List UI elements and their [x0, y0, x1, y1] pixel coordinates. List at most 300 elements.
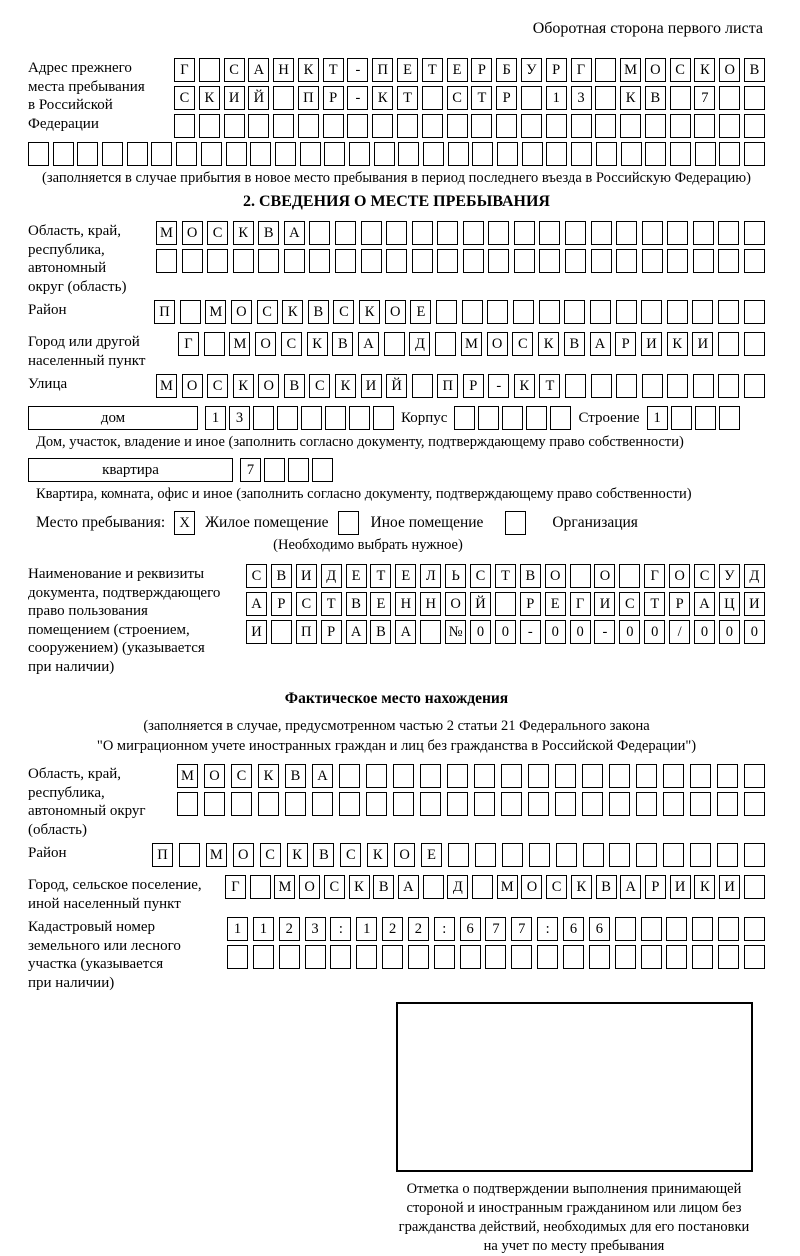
char-box[interactable]: С: [224, 58, 245, 82]
char-box[interactable]: Н: [395, 592, 416, 616]
char-box[interactable]: 7: [511, 917, 532, 941]
char-box[interactable]: [609, 843, 630, 867]
char-box[interactable]: [667, 249, 688, 273]
char-box[interactable]: Д: [321, 564, 342, 588]
char-box[interactable]: [565, 249, 586, 273]
char-box[interactable]: [382, 945, 403, 969]
char-box[interactable]: И: [744, 592, 765, 616]
char-box[interactable]: Д: [409, 332, 430, 356]
char-box[interactable]: В: [370, 620, 391, 644]
char-box[interactable]: -: [347, 86, 368, 110]
char-box[interactable]: [719, 114, 740, 138]
char-box[interactable]: Р: [645, 875, 666, 899]
char-box[interactable]: П: [372, 58, 393, 82]
char-box[interactable]: В: [564, 332, 585, 356]
char-box[interactable]: А: [246, 592, 267, 616]
char-box[interactable]: А: [620, 875, 641, 899]
char-box[interactable]: В: [284, 374, 305, 398]
char-box[interactable]: А: [346, 620, 367, 644]
char-box[interactable]: [718, 917, 739, 941]
char-box[interactable]: [636, 843, 657, 867]
char-box[interactable]: [224, 114, 245, 138]
char-box[interactable]: [349, 406, 370, 430]
char-box[interactable]: [636, 764, 657, 788]
char-box[interactable]: [325, 406, 346, 430]
char-box[interactable]: [393, 792, 414, 816]
char-box[interactable]: [692, 300, 713, 324]
char-box[interactable]: [744, 142, 765, 166]
char-box[interactable]: [556, 843, 577, 867]
char-box[interactable]: [609, 764, 630, 788]
char-box[interactable]: П: [152, 843, 173, 867]
char-box[interactable]: [435, 332, 456, 356]
char-box[interactable]: О: [669, 564, 690, 588]
char-box[interactable]: И: [641, 332, 662, 356]
char-box[interactable]: [502, 843, 523, 867]
char-box[interactable]: Р: [669, 592, 690, 616]
char-box[interactable]: [550, 406, 571, 430]
char-box[interactable]: 0: [570, 620, 591, 644]
char-box[interactable]: [366, 764, 387, 788]
char-box[interactable]: [670, 86, 691, 110]
char-box[interactable]: [373, 406, 394, 430]
char-box[interactable]: 1: [253, 917, 274, 941]
char-box[interactable]: О: [394, 843, 415, 867]
char-box[interactable]: К: [282, 300, 303, 324]
char-box[interactable]: Р: [323, 86, 344, 110]
char-box[interactable]: [447, 792, 468, 816]
char-box[interactable]: [719, 86, 740, 110]
char-box[interactable]: [497, 142, 518, 166]
char-box[interactable]: Е: [545, 592, 566, 616]
char-box[interactable]: [571, 142, 592, 166]
char-box[interactable]: Т: [370, 564, 391, 588]
char-box[interactable]: Р: [471, 58, 492, 82]
char-box[interactable]: В: [332, 332, 353, 356]
char-box[interactable]: М: [156, 374, 177, 398]
char-box[interactable]: А: [284, 221, 305, 245]
char-box[interactable]: [521, 86, 542, 110]
char-box[interactable]: [248, 114, 269, 138]
char-box[interactable]: С: [281, 332, 302, 356]
char-box[interactable]: [448, 142, 469, 166]
char-box[interactable]: Г: [571, 58, 592, 82]
char-box[interactable]: №: [445, 620, 466, 644]
char-box[interactable]: [502, 406, 523, 430]
char-box[interactable]: [233, 249, 254, 273]
char-box[interactable]: [423, 142, 444, 166]
char-box[interactable]: Г: [644, 564, 665, 588]
char-box[interactable]: В: [744, 58, 765, 82]
char-box[interactable]: [335, 249, 356, 273]
char-box[interactable]: В: [373, 875, 394, 899]
char-box[interactable]: 7: [694, 86, 715, 110]
char-box[interactable]: С: [246, 564, 267, 588]
char-box[interactable]: [513, 300, 534, 324]
char-box[interactable]: [616, 300, 637, 324]
char-box[interactable]: С: [207, 374, 228, 398]
char-box[interactable]: О: [182, 221, 203, 245]
char-box[interactable]: С: [340, 843, 361, 867]
char-box[interactable]: П: [296, 620, 317, 644]
char-box[interactable]: [563, 945, 584, 969]
char-box[interactable]: [393, 764, 414, 788]
char-box[interactable]: [615, 945, 636, 969]
char-box[interactable]: [717, 792, 738, 816]
char-box[interactable]: [201, 142, 222, 166]
char-box[interactable]: 3: [229, 406, 250, 430]
char-box[interactable]: [671, 406, 692, 430]
char-box[interactable]: [583, 843, 604, 867]
char-box[interactable]: С: [296, 592, 317, 616]
char-box[interactable]: [273, 86, 294, 110]
char-box[interactable]: 2: [382, 917, 403, 941]
char-box[interactable]: О: [594, 564, 615, 588]
char-box[interactable]: [277, 406, 298, 430]
char-box[interactable]: И: [296, 564, 317, 588]
char-box[interactable]: С: [470, 564, 491, 588]
char-box[interactable]: [667, 300, 688, 324]
char-box[interactable]: Г: [178, 332, 199, 356]
char-box[interactable]: [250, 875, 271, 899]
char-box[interactable]: 6: [589, 917, 610, 941]
char-box[interactable]: Г: [225, 875, 246, 899]
char-box[interactable]: [514, 221, 535, 245]
char-box[interactable]: [386, 249, 407, 273]
char-box[interactable]: [667, 374, 688, 398]
char-box[interactable]: 3: [305, 917, 326, 941]
char-box[interactable]: [501, 764, 522, 788]
char-box[interactable]: [537, 945, 558, 969]
char-box[interactable]: [663, 843, 684, 867]
char-box[interactable]: И: [246, 620, 267, 644]
char-box[interactable]: С: [333, 300, 354, 324]
char-box[interactable]: Д: [744, 564, 765, 588]
char-box[interactable]: Ь: [445, 564, 466, 588]
char-box[interactable]: О: [204, 764, 225, 788]
char-box[interactable]: К: [298, 58, 319, 82]
char-box[interactable]: [474, 792, 495, 816]
char-box[interactable]: Е: [346, 564, 367, 588]
char-box[interactable]: [102, 142, 123, 166]
char-box[interactable]: О: [719, 58, 740, 82]
char-box[interactable]: [361, 221, 382, 245]
char-box[interactable]: [420, 620, 441, 644]
char-box[interactable]: [565, 221, 586, 245]
char-box[interactable]: [487, 300, 508, 324]
char-box[interactable]: [694, 114, 715, 138]
char-box[interactable]: [690, 843, 711, 867]
char-box[interactable]: [615, 917, 636, 941]
char-box[interactable]: [501, 792, 522, 816]
char-box[interactable]: Т: [323, 58, 344, 82]
char-box[interactable]: К: [571, 875, 592, 899]
char-box[interactable]: 0: [619, 620, 640, 644]
char-box[interactable]: [692, 917, 713, 941]
char-box[interactable]: Р: [546, 58, 567, 82]
char-box[interactable]: [690, 792, 711, 816]
char-box[interactable]: :: [330, 917, 351, 941]
char-box[interactable]: [596, 142, 617, 166]
char-box[interactable]: [636, 792, 657, 816]
char-box[interactable]: [374, 142, 395, 166]
char-box[interactable]: К: [667, 332, 688, 356]
char-box[interactable]: У: [719, 564, 740, 588]
char-box[interactable]: [437, 221, 458, 245]
char-box[interactable]: С: [670, 58, 691, 82]
char-box[interactable]: 6: [563, 917, 584, 941]
char-box[interactable]: [495, 592, 516, 616]
char-box[interactable]: [595, 86, 616, 110]
char-box[interactable]: О: [521, 875, 542, 899]
char-box[interactable]: [478, 406, 499, 430]
char-box[interactable]: :: [434, 917, 455, 941]
char-box[interactable]: О: [233, 843, 254, 867]
char-box[interactable]: [690, 764, 711, 788]
char-box[interactable]: Г: [174, 58, 195, 82]
char-box[interactable]: [231, 792, 252, 816]
char-box[interactable]: [273, 114, 294, 138]
char-box[interactable]: С: [447, 86, 468, 110]
char-box[interactable]: М: [177, 764, 198, 788]
char-box[interactable]: [521, 114, 542, 138]
char-box[interactable]: -: [488, 374, 509, 398]
char-box[interactable]: 7: [240, 458, 261, 482]
char-box[interactable]: [641, 917, 662, 941]
char-box[interactable]: [437, 249, 458, 273]
char-box[interactable]: А: [248, 58, 269, 82]
char-box[interactable]: [591, 221, 612, 245]
char-box[interactable]: [422, 114, 443, 138]
char-box[interactable]: [356, 945, 377, 969]
char-box[interactable]: 1: [647, 406, 668, 430]
char-box[interactable]: Е: [447, 58, 468, 82]
char-box[interactable]: [620, 114, 641, 138]
char-box[interactable]: [462, 300, 483, 324]
char-box[interactable]: [253, 945, 274, 969]
char-box[interactable]: [298, 114, 319, 138]
char-box[interactable]: Б: [496, 58, 517, 82]
char-box[interactable]: [366, 792, 387, 816]
char-box[interactable]: [474, 764, 495, 788]
char-box[interactable]: [335, 221, 356, 245]
char-box[interactable]: [151, 142, 172, 166]
char-box[interactable]: 3: [571, 86, 592, 110]
char-box[interactable]: [645, 142, 666, 166]
char-box[interactable]: В: [271, 564, 292, 588]
char-box[interactable]: :: [537, 917, 558, 941]
char-box[interactable]: [693, 374, 714, 398]
char-box[interactable]: [53, 142, 74, 166]
char-box[interactable]: [695, 142, 716, 166]
char-box[interactable]: В: [308, 300, 329, 324]
char-box[interactable]: А: [694, 592, 715, 616]
char-box[interactable]: [204, 332, 225, 356]
char-box[interactable]: Т: [539, 374, 560, 398]
char-box[interactable]: [546, 114, 567, 138]
char-box[interactable]: [666, 945, 687, 969]
char-box[interactable]: [199, 114, 220, 138]
char-box[interactable]: К: [233, 374, 254, 398]
checkbox-zhiloe[interactable]: X: [174, 511, 195, 535]
char-box[interactable]: М: [229, 332, 250, 356]
char-box[interactable]: 0: [744, 620, 765, 644]
char-box[interactable]: В: [285, 764, 306, 788]
char-box[interactable]: [719, 406, 740, 430]
char-box[interactable]: [595, 58, 616, 82]
char-box[interactable]: [285, 792, 306, 816]
char-box[interactable]: С: [512, 332, 533, 356]
char-box[interactable]: [539, 300, 560, 324]
char-box[interactable]: [718, 221, 739, 245]
checkbox-organizaciya[interactable]: [505, 511, 526, 535]
char-box[interactable]: К: [287, 843, 308, 867]
char-box[interactable]: Н: [273, 58, 294, 82]
char-box[interactable]: [667, 221, 688, 245]
char-box[interactable]: О: [258, 374, 279, 398]
char-box[interactable]: [412, 374, 433, 398]
char-box[interactable]: [642, 374, 663, 398]
char-box[interactable]: В: [313, 843, 334, 867]
char-box[interactable]: [199, 58, 220, 82]
char-box[interactable]: [670, 114, 691, 138]
char-box[interactable]: [511, 945, 532, 969]
char-box[interactable]: Р: [520, 592, 541, 616]
char-box[interactable]: [595, 114, 616, 138]
char-box[interactable]: [528, 792, 549, 816]
char-box[interactable]: [663, 792, 684, 816]
char-box[interactable]: С: [174, 86, 195, 110]
char-box[interactable]: [420, 792, 441, 816]
char-box[interactable]: [339, 792, 360, 816]
char-box[interactable]: [271, 620, 292, 644]
char-box[interactable]: [288, 458, 309, 482]
char-box[interactable]: Р: [615, 332, 636, 356]
char-box[interactable]: А: [395, 620, 416, 644]
char-box[interactable]: [226, 142, 247, 166]
char-box[interactable]: А: [590, 332, 611, 356]
char-box[interactable]: [264, 458, 285, 482]
char-box[interactable]: [717, 843, 738, 867]
char-box[interactable]: О: [182, 374, 203, 398]
char-box[interactable]: О: [645, 58, 666, 82]
char-box[interactable]: Р: [321, 620, 342, 644]
char-box[interactable]: К: [694, 58, 715, 82]
char-box[interactable]: [300, 142, 321, 166]
char-box[interactable]: И: [224, 86, 245, 110]
char-box[interactable]: В: [258, 221, 279, 245]
char-box[interactable]: [412, 221, 433, 245]
char-box[interactable]: Л: [420, 564, 441, 588]
char-box[interactable]: [361, 249, 382, 273]
char-box[interactable]: [423, 875, 444, 899]
char-box[interactable]: М: [205, 300, 226, 324]
char-box[interactable]: [555, 792, 576, 816]
char-box[interactable]: А: [358, 332, 379, 356]
char-box[interactable]: П: [154, 300, 175, 324]
char-box[interactable]: [176, 142, 197, 166]
char-box[interactable]: [309, 221, 330, 245]
char-box[interactable]: С: [207, 221, 228, 245]
char-box[interactable]: К: [258, 764, 279, 788]
char-box[interactable]: [546, 142, 567, 166]
char-box[interactable]: Д: [447, 875, 468, 899]
char-box[interactable]: М: [156, 221, 177, 245]
char-box[interactable]: [472, 875, 493, 899]
char-box[interactable]: В: [520, 564, 541, 588]
char-box[interactable]: И: [361, 374, 382, 398]
char-box[interactable]: К: [620, 86, 641, 110]
char-box[interactable]: [250, 142, 271, 166]
char-box[interactable]: [258, 792, 279, 816]
char-box[interactable]: [312, 792, 333, 816]
char-box[interactable]: [349, 142, 370, 166]
char-box[interactable]: [253, 406, 274, 430]
char-box[interactable]: [717, 764, 738, 788]
char-box[interactable]: С: [546, 875, 567, 899]
char-box[interactable]: Р: [496, 86, 517, 110]
char-box[interactable]: [616, 374, 637, 398]
char-box[interactable]: [693, 249, 714, 273]
char-box[interactable]: О: [385, 300, 406, 324]
char-box[interactable]: [539, 221, 560, 245]
char-box[interactable]: С: [257, 300, 278, 324]
char-box[interactable]: 0: [545, 620, 566, 644]
char-box[interactable]: С: [694, 564, 715, 588]
char-box[interactable]: [590, 300, 611, 324]
char-box[interactable]: -: [347, 58, 368, 82]
char-box[interactable]: [616, 221, 637, 245]
char-box[interactable]: [397, 114, 418, 138]
char-box[interactable]: [744, 917, 765, 941]
char-box[interactable]: [422, 86, 443, 110]
char-box[interactable]: 0: [694, 620, 715, 644]
char-box[interactable]: [412, 249, 433, 273]
char-box[interactable]: 1: [205, 406, 226, 430]
char-box[interactable]: [744, 221, 765, 245]
char-box[interactable]: Т: [422, 58, 443, 82]
char-box[interactable]: [641, 945, 662, 969]
char-box[interactable]: [744, 875, 765, 899]
char-box[interactable]: [744, 843, 765, 867]
char-box[interactable]: С: [324, 875, 345, 899]
char-box[interactable]: [609, 792, 630, 816]
char-box[interactable]: [204, 792, 225, 816]
char-box[interactable]: [718, 945, 739, 969]
char-box[interactable]: Й: [248, 86, 269, 110]
char-box[interactable]: К: [349, 875, 370, 899]
char-box[interactable]: [663, 764, 684, 788]
char-box[interactable]: [693, 221, 714, 245]
char-box[interactable]: О: [299, 875, 320, 899]
char-box[interactable]: [591, 249, 612, 273]
char-box[interactable]: -: [594, 620, 615, 644]
char-box[interactable]: [463, 249, 484, 273]
char-box[interactable]: 0: [495, 620, 516, 644]
char-box[interactable]: В: [645, 86, 666, 110]
char-box[interactable]: Й: [386, 374, 407, 398]
char-box[interactable]: [347, 114, 368, 138]
char-box[interactable]: М: [206, 843, 227, 867]
char-box[interactable]: [539, 249, 560, 273]
char-box[interactable]: И: [692, 332, 713, 356]
char-box[interactable]: [305, 945, 326, 969]
char-box[interactable]: Й: [470, 592, 491, 616]
char-box[interactable]: [207, 249, 228, 273]
char-box[interactable]: [309, 249, 330, 273]
char-box[interactable]: К: [372, 86, 393, 110]
char-box[interactable]: [182, 249, 203, 273]
